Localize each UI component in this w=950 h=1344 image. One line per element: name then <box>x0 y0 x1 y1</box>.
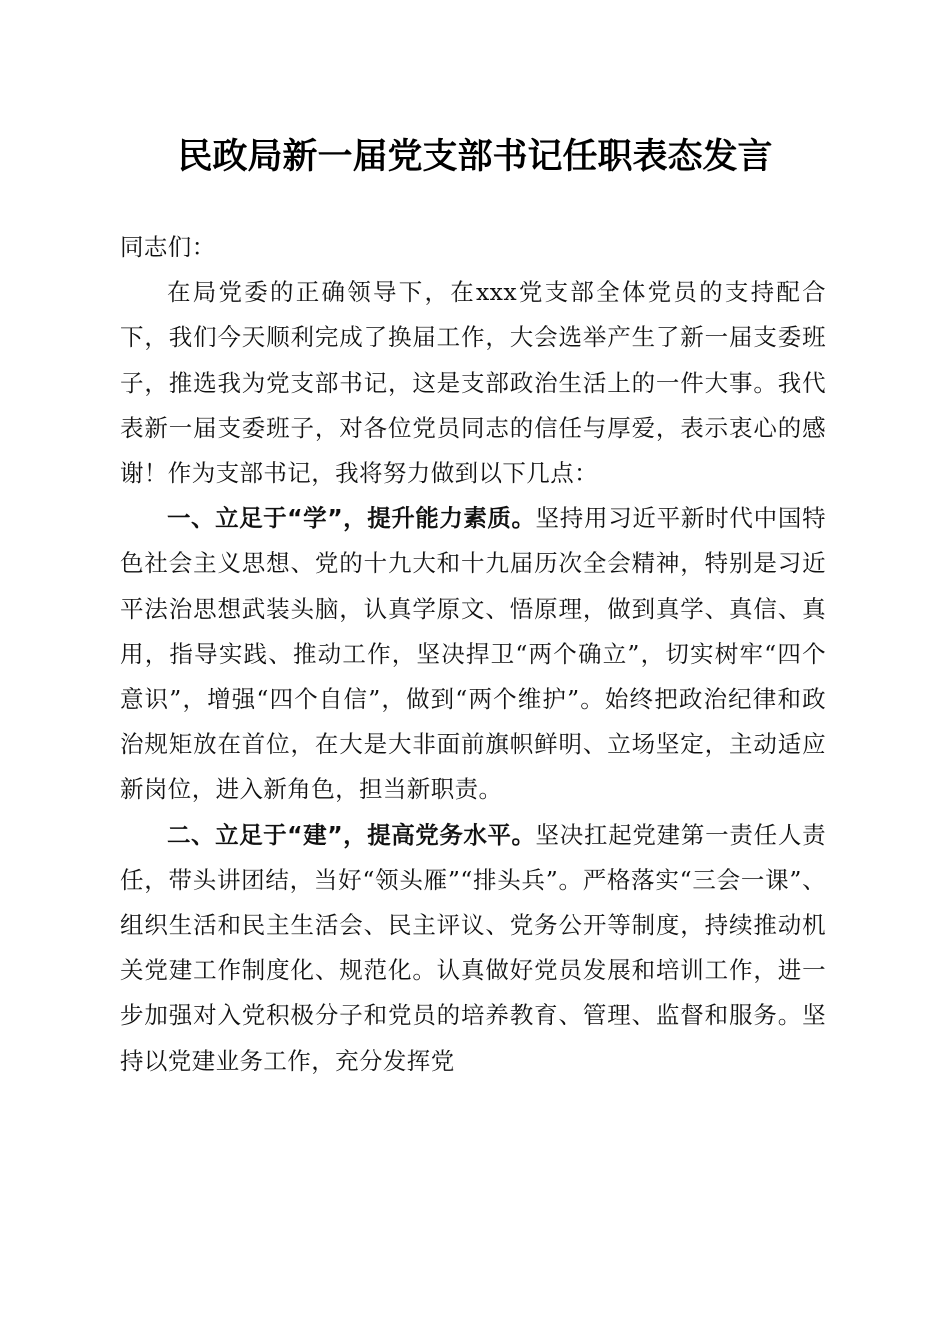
document-body <box>120 225 826 1084</box>
document-title: 民政局新一届党支部书记任职表态发言 <box>177 136 773 177</box>
paragraph-point-two <box>120 813 826 1084</box>
salutation: 同志们： <box>120 233 216 261</box>
paragraph-heading: 一、立足于“学”，提升能力素质。 <box>167 504 536 533</box>
paragraph-text: 在局党委的正确领导下，在xxx党支部全体党员的支持配合下，我们今天顺利完成了换届工作，大会选举产生了新一届支委班子，推选我为党支部书记，这是支部政治生活上的一件大事。我代表新一届支委班子，对各位党员同志的信任与厚爱，表示衷心的感谢！作为支部书记，我将努力做到以下几点： <box>120 278 826 488</box>
paragraph-text: 坚决扛起党建第一责任人责任，带头讲团结，当好“领头雁”“排头兵”。严格落实“三会一课”、组织生活和民主生活会、民主评议、党务公开等制度，持续推动机关党建工作制度化、规范化。认真做好党员发展和培训工作，进一步加强对入党积极分子和党员的培养教育、管理、监督和服务。坚持以党建业务工作，充分发挥党 <box>120 820 826 1075</box>
paragraph-point-one <box>120 496 826 812</box>
paragraph-heading: 二、立足于“建”，提高党务水平。 <box>167 820 536 849</box>
paragraph-intro <box>120 270 826 496</box>
paragraph-text: 坚持用习近平新时代中国特色社会主义思想、党的十九大和十九届历次全会精神，特别是习近平法治思想武装头脑，认真学原文、悟原理，做到真学、真信、真用，指导实践、推动工作，坚决捍卫“两个确立”，切实树牢“四个意识”，增强“四个自信”，做到“两个维护”。始终把政治纪律和政治规矩放在首位，在大是大非面前旗帜鲜明、立场坚定，主动适应新岗位，进入新角色，担当新职责。 <box>120 504 826 804</box>
